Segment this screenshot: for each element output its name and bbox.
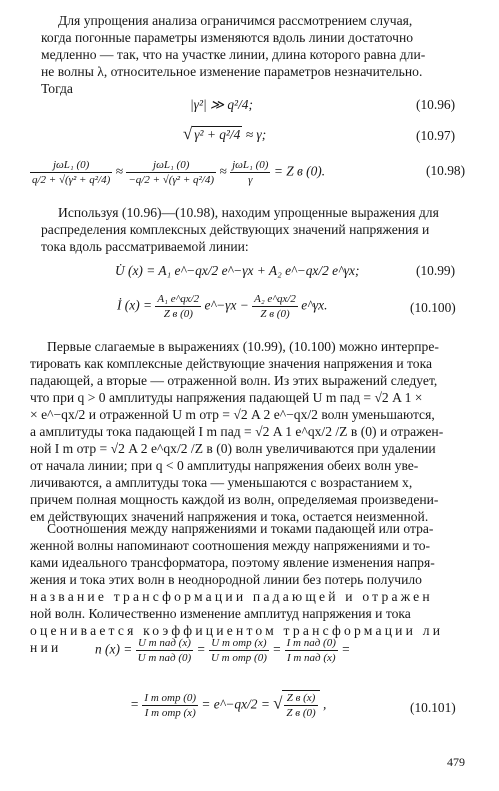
paragraph-using xyxy=(41,204,465,255)
text-line: жения и тока этих волн в неоднородной линии без потерь получило xyxy=(30,572,422,587)
text-line: Соотношения между напряжениями и токами падающей или отра- xyxy=(47,521,434,536)
numerator: A₂ e^qx/2 xyxy=(254,293,296,305)
numerator: Z в (x) xyxy=(284,691,317,706)
text-line: ной I m отр = √2 A 2 e^qx/2 /Z в (0) волн увеличиваются при удалении xyxy=(30,441,436,456)
equation-10-101 xyxy=(95,636,350,665)
text-line: а амплитуды тока падающей I m пад = √2 A 1 e^qx/2 /Z в (0) и отражен- xyxy=(30,424,444,439)
denominator: −q/2 + √(γ² + q²/4) xyxy=(128,174,215,186)
sqrt-symbol: √ xyxy=(273,693,283,713)
denominator: Z в (0) xyxy=(163,308,193,320)
denominator: U m отр (0) xyxy=(210,652,267,664)
sqrt-symbol: √ xyxy=(183,124,193,143)
denominator: I m пад (x) xyxy=(286,652,336,664)
numerator: U m пад (x) xyxy=(136,636,194,651)
equation-number: (10.101) xyxy=(410,700,456,715)
equals-sign: = xyxy=(130,696,140,712)
comma: , xyxy=(323,696,327,712)
fraction xyxy=(230,158,270,187)
equals-sign: = xyxy=(341,641,351,657)
equation-number: (10.96) xyxy=(416,97,456,112)
text-line: Используя (10.96)—(10.98), находим упрощенные выражения для xyxy=(58,205,439,220)
fraction xyxy=(252,292,298,321)
equation-number: (10.100) xyxy=(410,300,456,315)
numerator: jωL₁ (0) xyxy=(30,158,112,173)
equation-lhs: n (x) = xyxy=(95,641,133,657)
denominator: γ xyxy=(248,174,253,186)
equals-sign: = xyxy=(272,641,282,657)
text-line: медленно — так, что на участке линии, длина которого равна дли- xyxy=(41,47,426,62)
text-line: личиваются, а амплитуды тока — уменьшаются с возрастанием x, xyxy=(30,475,413,490)
denominator: Z в (0) xyxy=(286,707,316,719)
equation-rhs: = Z в (0). xyxy=(273,163,326,179)
text-line: тока вдоль рассматриваемой линии: xyxy=(41,239,249,254)
fraction xyxy=(126,158,216,187)
denominator: q/2 + √(γ² + q²/4) xyxy=(32,174,111,186)
paragraph-first-terms xyxy=(30,338,470,525)
text-line: причем полная мощность каждой из волн, определяемая произведени- xyxy=(30,492,439,507)
text-line: Для упрощения анализа ограничимся рассмотрением случая, xyxy=(58,13,413,28)
page-number: 479 xyxy=(447,755,465,769)
equation-10-100 xyxy=(117,292,327,321)
equation-rhs: ≈ γ; xyxy=(245,127,267,142)
fraction xyxy=(209,636,269,665)
fraction xyxy=(155,292,201,321)
numerator: jωL₁ (0) xyxy=(126,158,216,173)
text-line: × e^−qx/2 и отраженной U m отр = √2 A 2 e^−qx/2 волн уменьшаются, xyxy=(30,407,435,422)
equation-body: |γ²| ≫ q²/4; xyxy=(190,97,253,112)
text-line: название трансформации падающей и отражен xyxy=(30,589,433,604)
denominator: I m отр (x) xyxy=(144,707,196,719)
text-line: ками идеального трансформатора, поэтому явление изменения напря- xyxy=(30,555,435,570)
equation-body: U̇ (x) = A₁ e^−qx/2 e^−γx + A₂ e^−qx/2 e^γx; xyxy=(115,263,360,278)
fraction xyxy=(136,636,194,665)
text-line: нии xyxy=(30,640,62,655)
text-line: ем действующих значений напряжения и тока, остается неизменной. xyxy=(30,509,429,524)
equation-10-97 xyxy=(183,124,266,144)
equation-number: (10.98) xyxy=(426,163,466,178)
denominator: Z в (0) xyxy=(260,308,290,320)
numerator: I m отр (0) xyxy=(144,692,197,704)
text-line: что при q > 0 амплитуды напряжения падающей U m пад = √2 A 1 × xyxy=(30,390,423,405)
denominator: U m пад (0) xyxy=(137,652,192,664)
numerator: jωL₁ (0) xyxy=(232,159,269,171)
numerator: A₁ e^qx/2 xyxy=(157,293,200,305)
numerator: U m отр (x) xyxy=(209,636,269,651)
equation-lhs: İ (x) = xyxy=(117,297,153,313)
equation-mid: e^−γx − xyxy=(204,297,249,313)
equation-tail: e^γx. xyxy=(301,297,328,313)
sqrt-argument xyxy=(282,690,319,720)
equation-number: (10.99) xyxy=(416,263,456,278)
approx-sign: ≈ xyxy=(115,163,123,179)
text-line: когда погонные параметры изменяются вдоль линии достаточно xyxy=(41,30,414,45)
text-line: не волны λ, относительное изменение параметров незначительно. xyxy=(41,64,423,79)
numerator: I m пад (0) xyxy=(286,637,336,649)
equation-10-99 xyxy=(115,263,359,279)
sqrt-argument: γ² + q²/4 xyxy=(194,127,241,142)
text-line: женной волны напоминают соотношения между напряжениями и то- xyxy=(30,538,431,553)
text-line: Первые слагаемые в выражениях (10.99), (10.100) можно интерпре- xyxy=(47,339,439,354)
equation-number: (10.97) xyxy=(416,128,456,143)
text-line: от начала линии; при q < 0 амплитуды напряжения обеих волн уве- xyxy=(30,458,419,473)
paragraph-intro xyxy=(41,12,465,97)
text-line: распределения комплексных действующих значений напряжения и xyxy=(41,222,430,237)
fraction xyxy=(142,691,198,720)
exponential-term: = e^−qx/2 = xyxy=(201,696,270,712)
equals-sign: = xyxy=(196,641,206,657)
text-line: тировать как комплексные действующие значения напряжения и тока xyxy=(30,356,433,371)
text-line: Тогда xyxy=(41,81,73,96)
equation-10-101-continued xyxy=(130,690,326,720)
text-line: падающей, а вторые — отраженной волн. Из этих выражений следует, xyxy=(30,373,438,388)
fraction xyxy=(285,636,338,665)
text-line: оценивается коэффициентом трансформации ли xyxy=(30,623,444,638)
fraction xyxy=(30,158,112,187)
approx-sign: ≈ xyxy=(219,163,227,179)
fraction xyxy=(284,691,317,720)
equation-10-98 xyxy=(30,158,325,187)
equation-10-96 xyxy=(190,97,253,113)
text-line: ной волн. Количественно изменение амплитуд напряжения и тока xyxy=(30,606,411,621)
